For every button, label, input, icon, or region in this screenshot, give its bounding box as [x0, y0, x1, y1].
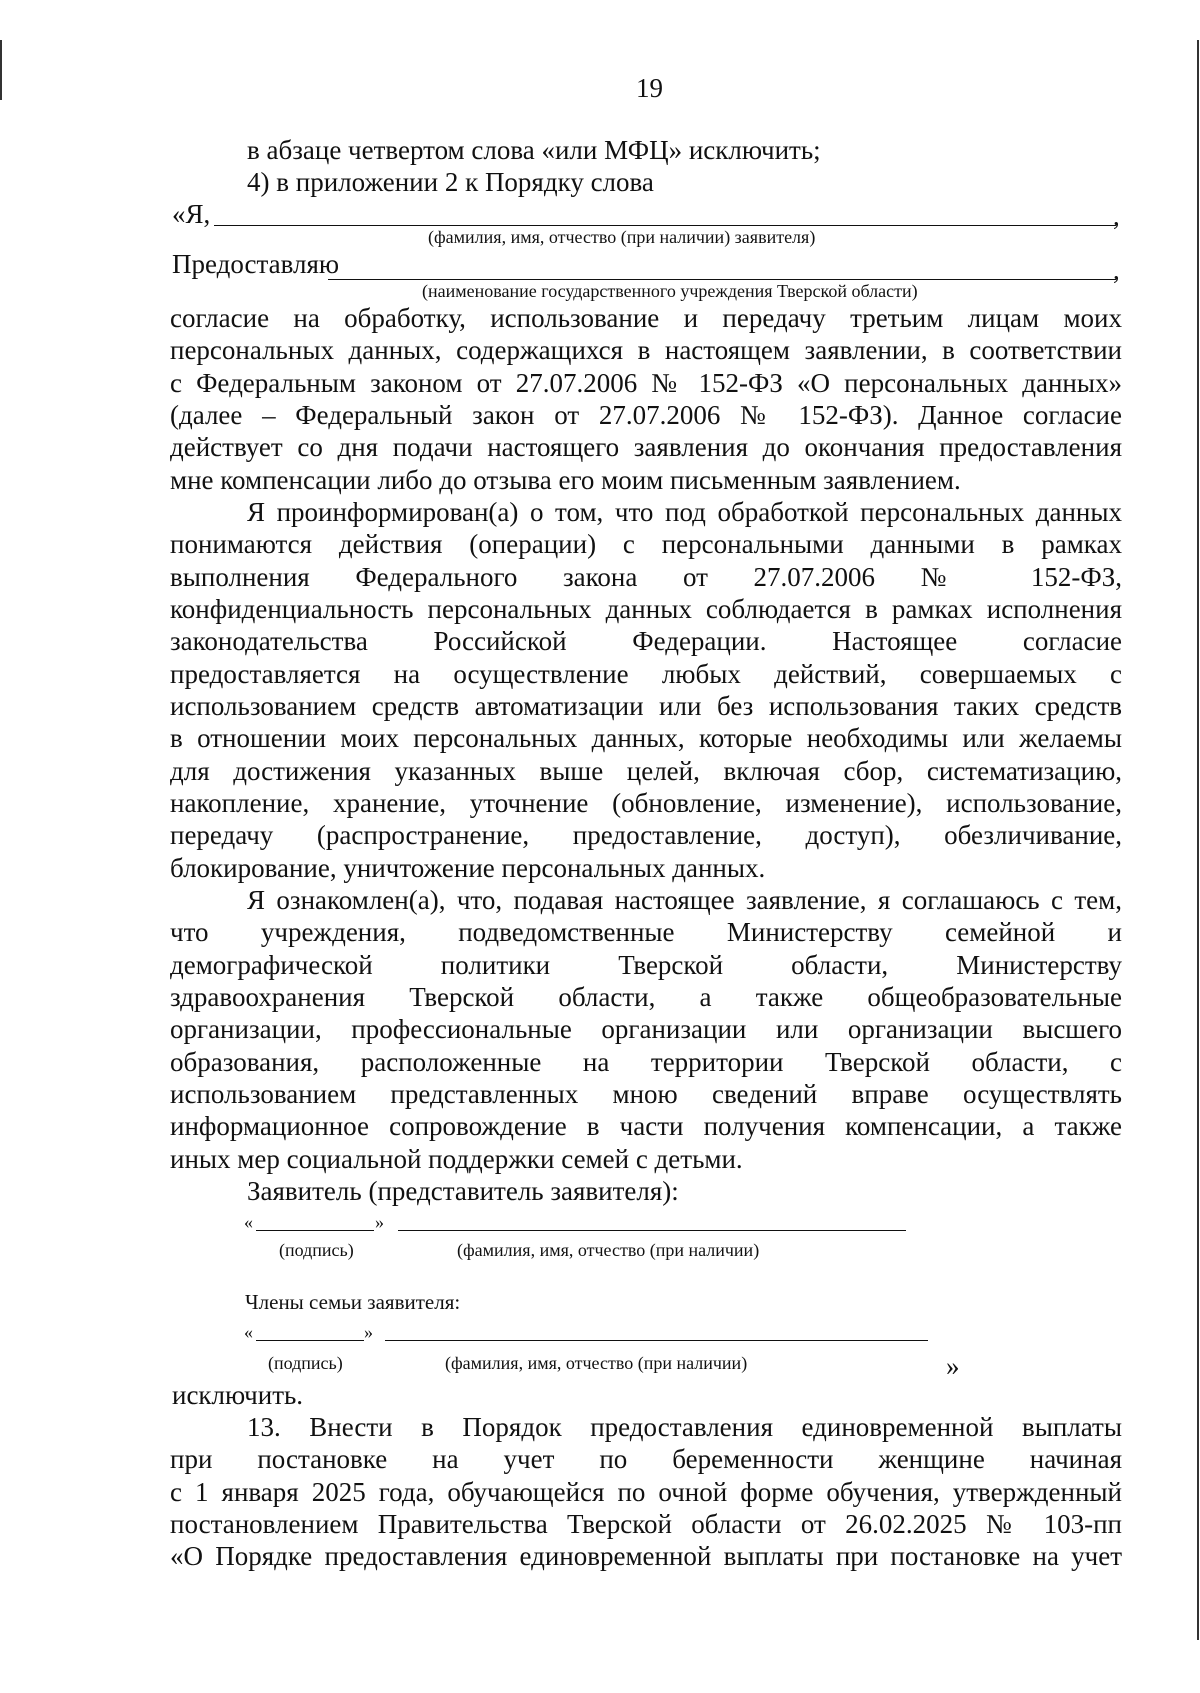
- paragraph-line: мне компенсации либо до отзыва его моим письменным заявлением.: [170, 465, 961, 495]
- applicant-name-caption: (фамилия, имя, отчество (при наличии): [457, 1240, 760, 1260]
- intro-line-2: 4) в приложении 2 к Порядку слова: [247, 167, 654, 197]
- paragraph-line: блокирование, уничтожение персональных данных.: [170, 853, 766, 883]
- paragraph-line: накопление, хранение, уточнение (обновление, изменение), использование,: [170, 788, 1122, 818]
- paragraph-line: действует со дня подачи настоящего заявления до окончания предоставления: [170, 432, 1122, 462]
- applicant-fullname-line: [398, 1230, 906, 1231]
- paragraph-line: постановлением Правительства Тверской области от 26.02.2025 № 103-пп: [170, 1509, 1122, 1539]
- applicant-open-quote: «: [244, 1212, 253, 1232]
- paragraph-line: при постановке на учет по беременности женщине начиная: [170, 1444, 1122, 1474]
- applicant-signature-caption: (подпись): [279, 1240, 354, 1260]
- paragraph-line: понимаются действия (операции) с персональными данными в рамках: [170, 529, 1122, 559]
- applicant-signature-label: Заявитель (представитель заявителя):: [247, 1176, 679, 1206]
- paragraph-line: предоставляется на осуществление любых действий, совершаемых с: [170, 659, 1122, 689]
- paragraph-line: здравоохранения Тверской области, а также общеобразовательные: [170, 982, 1122, 1012]
- intro-line-1: в абзаце четвертом слова «или МФЦ» исключить;: [247, 135, 821, 165]
- paragraph-line: согласие на обработку, использование и передачу третьим лицам моих: [170, 303, 1122, 333]
- paragraph-line: (далее – Федеральный закон от 27.07.2006 № 152-ФЗ). Данное согласие: [170, 400, 1122, 430]
- applicant-caption: (фамилия, имя, отчество (при наличии) заявителя): [428, 227, 816, 247]
- ya-prefix: «Я,: [172, 199, 211, 229]
- family-close-quote: »: [364, 1322, 373, 1342]
- paragraph-line: организации, профессиональные организации или организации высшего: [170, 1014, 1122, 1044]
- family-open-quote: «: [244, 1322, 253, 1342]
- applicant-name-line: [214, 225, 1116, 226]
- paragraph-line: образования, расположенные на территории Тверской области, с: [170, 1047, 1122, 1077]
- paragraph-line: Я проинформирован(а) о том, что под обработкой персональных данных: [247, 497, 1122, 527]
- family-members-label: Члены семьи заявителя:: [245, 1290, 461, 1314]
- paragraph-line: с Федеральным законом от 27.07.2006 № 152-ФЗ «О персональных данных»: [170, 368, 1122, 398]
- family-name-caption: (фамилия, имя, отчество (при наличии): [445, 1353, 748, 1373]
- closing-quote: »: [946, 1351, 960, 1381]
- paragraph-line: «О Порядке предоставления единовременной выплаты при постановке на учет: [170, 1541, 1122, 1571]
- family-signature-caption: (подпись): [268, 1353, 343, 1373]
- paragraph-line: выполнения Федерального закона от 27.07.2006 № 152-ФЗ,: [170, 562, 1122, 592]
- left-scan-edge: [0, 40, 2, 100]
- family-signature-line: [256, 1340, 364, 1341]
- family-fullname-line: [385, 1340, 928, 1341]
- paragraph-line: законодательства Российской Федерации. Настоящее согласие: [170, 626, 1122, 656]
- applicant-signature-line: [256, 1230, 374, 1231]
- institution-comma: ,: [1113, 255, 1120, 285]
- paragraph-line: 13. Внести в Порядок предоставления единовременной выплаты: [247, 1412, 1122, 1442]
- paragraph-line: демографической политики Тверской области, Министерству: [170, 950, 1122, 980]
- institution-caption: (наименование государственного учреждения Тверской области): [422, 281, 918, 301]
- provide-label: Предоставляю: [172, 249, 340, 279]
- page-number: 19: [636, 73, 663, 103]
- applicant-close-quote: »: [375, 1212, 384, 1232]
- paragraph-line: что учреждения, подведомственные Министерству семейной и: [170, 917, 1122, 947]
- applicant-comma: ,: [1113, 201, 1120, 231]
- paragraph-line: Я ознакомлен(а), что, подавая настоящее заявление, я соглашаюсь с тем,: [247, 885, 1122, 915]
- paragraph-line: передачу (распространение, предоставление, доступ), обезличивание,: [170, 820, 1122, 850]
- exclude-text: исключить.: [172, 1380, 304, 1410]
- paragraph-line: информационное сопровождение в части получения компенсации, а также: [170, 1111, 1122, 1141]
- paragraph-line: конфиденциальность персональных данных соблюдается в рамках исполнения: [170, 594, 1122, 624]
- paragraph-line: в отношении моих персональных данных, которые необходимы или желаемы: [170, 723, 1122, 753]
- paragraph-line: для достижения указанных выше целей, включая сбор, систематизацию,: [170, 756, 1122, 786]
- paragraph-line: иных мер социальной поддержки семей с детьми.: [170, 1144, 743, 1174]
- paragraph-line: персональных данных, содержащихся в настоящем заявлении, в соответствии: [170, 335, 1122, 365]
- paragraph-line: использованием средств автоматизации или без использования таких средств: [170, 691, 1122, 721]
- right-scan-edge: [1197, 40, 1199, 1640]
- institution-line: [328, 279, 1116, 280]
- paragraph-line: с 1 января 2025 года, обучающейся по очной форме обучения, утвержденный: [170, 1477, 1122, 1507]
- paragraph-line: использованием представленных мною сведений вправе осуществлять: [170, 1079, 1122, 1109]
